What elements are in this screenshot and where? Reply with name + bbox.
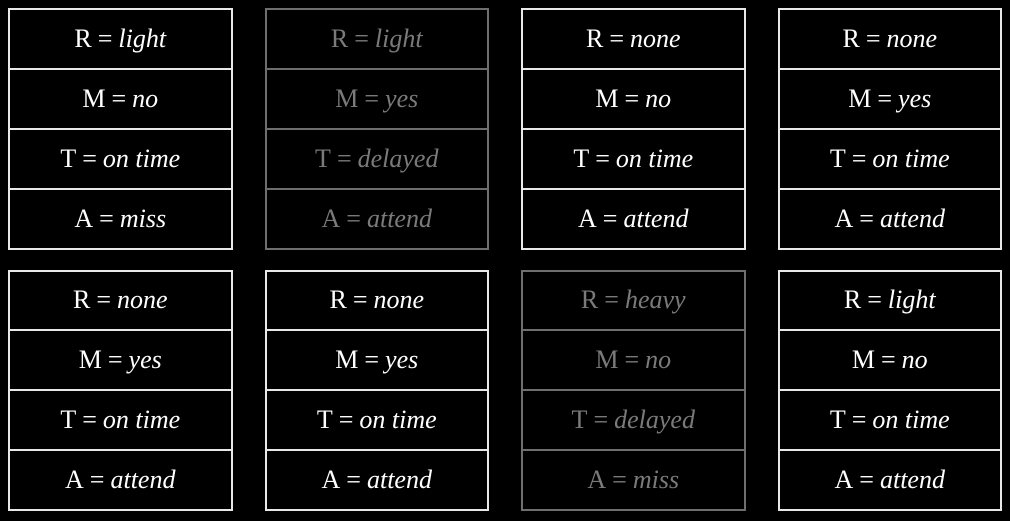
attribute-key: M — [848, 83, 872, 113]
equals-sign: = — [338, 405, 354, 435]
equals-sign: = — [612, 465, 627, 495]
case-card — [8, 270, 233, 512]
attribute-row — [10, 391, 231, 451]
attribute-key: T — [315, 143, 331, 173]
equals-sign: = — [111, 83, 127, 113]
attribute-key: A — [321, 465, 341, 495]
attribute-value: on time — [615, 143, 694, 173]
attribute-value: no — [645, 345, 672, 375]
attribute-row — [267, 391, 488, 451]
equals-sign: = — [354, 23, 369, 53]
attribute-value: miss — [632, 465, 680, 495]
attribute-row — [267, 10, 488, 70]
equals-sign: = — [89, 465, 105, 495]
equals-sign: = — [593, 405, 609, 435]
attribute-key: M — [595, 345, 619, 375]
attribute-key: R — [330, 23, 349, 53]
attribute-row — [10, 190, 231, 248]
attribute-key: M — [335, 345, 359, 375]
equals-sign: = — [877, 83, 893, 113]
attribute-key: T — [829, 143, 846, 173]
attribute-key: T — [316, 405, 333, 435]
attribute-value: yes — [385, 83, 419, 113]
attribute-key: A — [587, 465, 607, 495]
attribute-value: no — [901, 345, 928, 375]
equals-sign: = — [595, 143, 610, 173]
case-card — [521, 8, 746, 250]
attribute-value: delayed — [614, 405, 695, 435]
case-card — [778, 270, 1003, 512]
attribute-key: M — [78, 345, 102, 375]
case-card — [265, 8, 490, 250]
equals-sign: = — [364, 83, 380, 113]
attribute-value: no — [132, 83, 159, 113]
equals-sign: = — [867, 285, 882, 315]
equals-sign: = — [346, 203, 361, 233]
equals-sign: = — [880, 345, 896, 375]
attribute-row — [10, 272, 231, 332]
attribute-key: R — [580, 285, 599, 315]
case-card — [778, 8, 1003, 250]
case-card — [8, 8, 233, 250]
attribute-value: attend — [879, 203, 945, 233]
equals-sign: = — [859, 203, 874, 233]
equals-sign: = — [602, 203, 618, 233]
attribute-row — [523, 70, 744, 130]
attribute-row — [267, 272, 488, 332]
attribute-row — [523, 10, 744, 70]
attribute-value: yes — [898, 83, 932, 113]
attribute-key: R — [74, 23, 92, 53]
attribute-row — [523, 272, 744, 332]
attribute-key: A — [578, 203, 597, 233]
attribute-row — [780, 391, 1001, 451]
attribute-key: A — [65, 465, 84, 495]
attribute-row — [780, 451, 1001, 509]
equals-sign: = — [352, 285, 368, 315]
attribute-key: T — [829, 405, 846, 435]
attribute-value: none — [629, 23, 681, 53]
attribute-row — [780, 331, 1001, 391]
case-card — [521, 270, 746, 512]
attribute-row — [523, 391, 744, 451]
equals-sign: = — [346, 465, 361, 495]
equals-sign: = — [851, 143, 867, 173]
equals-sign: = — [851, 405, 867, 435]
attribute-row — [523, 331, 744, 391]
attribute-row — [523, 190, 744, 248]
attribute-key: T — [571, 405, 588, 435]
attribute-key: M — [595, 83, 619, 113]
attribute-key: T — [60, 143, 77, 173]
attribute-value: on time — [872, 143, 950, 173]
attribute-row — [267, 70, 488, 130]
attribute-key: A — [74, 203, 94, 233]
attribute-value: attend — [366, 203, 432, 233]
attribute-value: on time — [102, 143, 181, 173]
attribute-row — [523, 130, 744, 190]
attribute-value: on time — [359, 405, 437, 435]
attribute-row — [267, 451, 488, 509]
attribute-row — [10, 130, 231, 190]
attribute-value: miss — [119, 203, 167, 233]
attribute-value: yes — [385, 345, 419, 375]
attribute-key: R — [72, 285, 91, 315]
attribute-key: M — [851, 345, 875, 375]
equals-sign: = — [604, 285, 619, 315]
attribute-row — [10, 70, 231, 130]
equals-sign: = — [336, 143, 352, 173]
equals-sign: = — [624, 83, 640, 113]
attribute-row — [10, 451, 231, 509]
equals-sign: = — [99, 203, 114, 233]
equals-sign: = — [97, 23, 113, 53]
attribute-key: A — [834, 203, 854, 233]
equals-sign: = — [865, 23, 881, 53]
attribute-value: light — [887, 285, 936, 315]
attribute-key: R — [585, 23, 604, 53]
equals-sign: = — [624, 345, 640, 375]
attribute-row — [780, 10, 1001, 70]
attribute-row — [523, 451, 744, 509]
attribute-row — [780, 70, 1001, 130]
attribute-value: yes — [128, 345, 162, 375]
attribute-value: on time — [102, 405, 181, 435]
equals-sign: = — [859, 465, 874, 495]
equals-sign: = — [609, 23, 624, 53]
attribute-value: attend — [623, 203, 689, 233]
attribute-row — [780, 190, 1001, 248]
attribute-value: none — [886, 23, 938, 53]
attribute-key: T — [573, 143, 590, 173]
attribute-row — [780, 130, 1001, 190]
attribute-key: R — [843, 285, 862, 315]
attribute-value: light — [374, 23, 423, 53]
equals-sign: = — [364, 345, 380, 375]
attribute-row — [267, 331, 488, 391]
attribute-value: light — [118, 23, 167, 53]
attribute-value: heavy — [624, 285, 686, 315]
attribute-value: attend — [110, 465, 176, 495]
attribute-row — [267, 130, 488, 190]
attribute-value: none — [373, 285, 425, 315]
attribute-value: attend — [879, 465, 945, 495]
case-card — [265, 270, 490, 512]
attribute-key: A — [321, 203, 341, 233]
equals-sign: = — [82, 405, 97, 435]
attribute-key: A — [834, 465, 854, 495]
attribute-row — [780, 272, 1001, 332]
attribute-value: none — [116, 285, 168, 315]
attribute-value: no — [645, 83, 672, 113]
attribute-key: T — [60, 405, 77, 435]
attribute-row — [10, 10, 231, 70]
equals-sign: = — [82, 143, 97, 173]
attribute-key: R — [329, 285, 347, 315]
attribute-value: attend — [366, 465, 432, 495]
equals-sign: = — [96, 285, 111, 315]
attribute-key: M — [335, 83, 359, 113]
equals-sign: = — [107, 345, 123, 375]
attribute-key: R — [842, 23, 860, 53]
attribute-value: on time — [872, 405, 950, 435]
attribute-row — [267, 190, 488, 248]
attribute-value: delayed — [357, 143, 439, 173]
attribute-key: M — [82, 83, 106, 113]
attribute-row — [10, 331, 231, 391]
